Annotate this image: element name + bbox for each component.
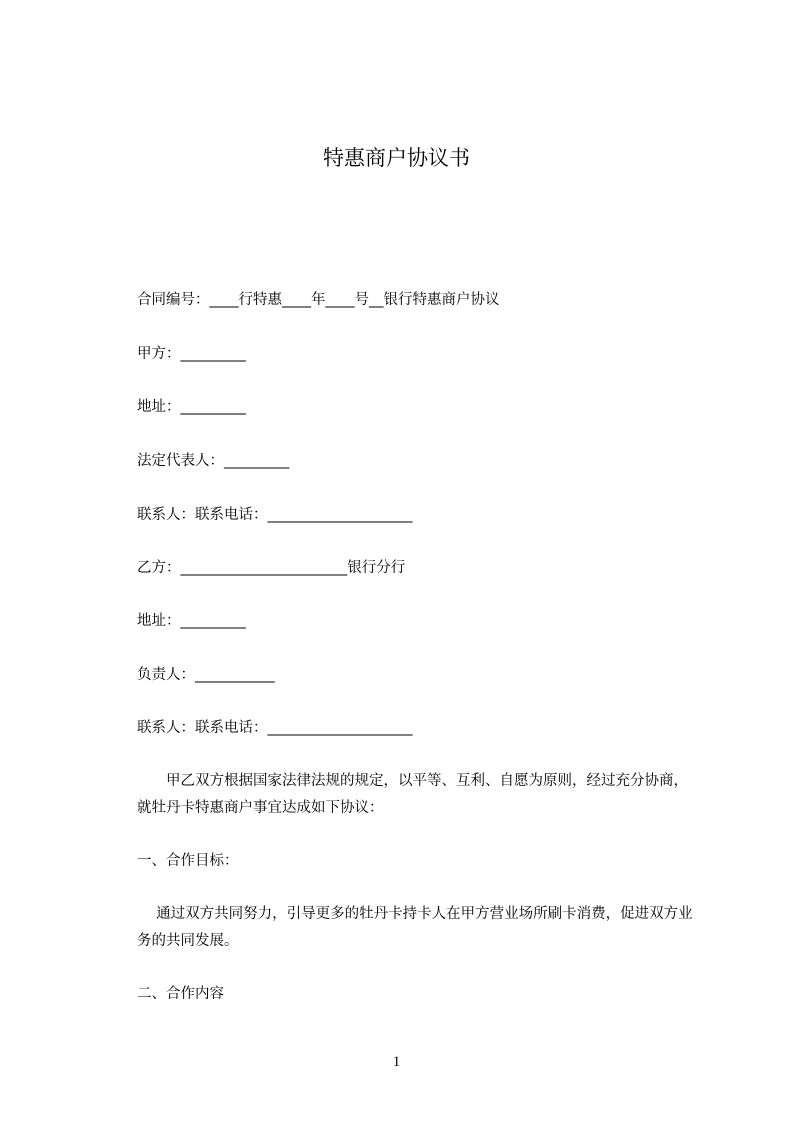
party-a-address-line: 地址：_________ [137,399,246,415]
contract-number-line: 合同编号：____行特惠____年____号__银行特惠商户协议 [137,292,500,308]
party-a-line: 甲方：_________ [137,346,246,362]
party-b-address-line: 地址：_________ [137,613,246,629]
page-number: 1 [392,1054,401,1070]
party-a-contact-line: 联系人：联系电话：____________________ [137,507,413,523]
document-title: 特惠商户协议书 [323,146,470,170]
cooperation-goal-paragraph: 通过双方共同努力，引导更多的牡丹卡持卡人在甲方营业场所刷卡消费，促进双方业务的共同发展。 [137,906,693,949]
section-2-heading: 二、合作内容 [137,986,224,1002]
section-1-heading: 一、合作目标： [137,853,239,869]
legal-representative-line: 法定代表人：_________ [137,453,290,469]
party-b-line: 乙方：_______________________银行分行 [137,560,406,576]
preamble-paragraph: 甲乙双方根据国家法律法规的规定，以平等、互利、自愿为原则，经过充分协商，就牡丹卡特惠商户事宜达成如下协议： [137,773,688,816]
responsible-person-line: 负责人：___________ [137,667,275,683]
party-b-contact-line: 联系人：联系电话：____________________ [137,720,413,736]
